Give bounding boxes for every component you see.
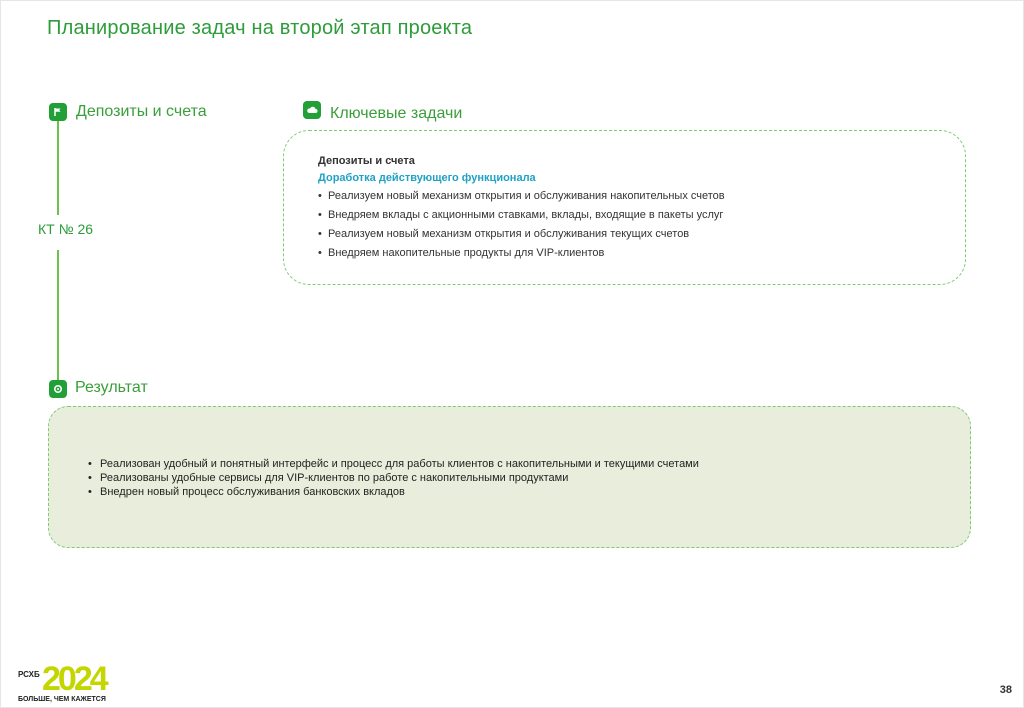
page-number: 38 [999,684,1012,696]
timeline-line-lower [57,250,59,380]
list-item: • Реализуем новый механизм открытия и обслуживания текущих счетов [318,227,725,241]
key-tasks-heading: Депозиты и счета [318,155,415,167]
company-logo [18,660,108,706]
cloud-icon [303,101,321,119]
logo-slogan: БОЛЬШЕ, ЧЕМ КАЖЕТСЯ [18,696,106,703]
flag-icon [49,103,67,121]
list-item: • Внедрен новый процесс обслуживания банковских вкладов [88,485,699,499]
gear-icon [49,380,67,398]
key-tasks-subheading: Доработка действующего функционала [318,172,536,184]
section-label-result: Результат [75,379,148,396]
logo-year-graphic [32,660,110,696]
key-tasks-list [318,189,725,260]
list-item: • Реализованы удобные сервисы для VIP-клиентов по работе с накопительными продуктами [88,471,699,485]
list-item: • Реализуем новый механизм открытия и обслуживания накопительных счетов [318,189,725,203]
list-item: • Реализован удобный и понятный интерфейс и процесс для работы клиентов с накопительными и текущими счетами [88,457,699,471]
key-tasks-content [318,155,725,265]
result-content [88,457,699,499]
list-item: • Внедряем вклады с акционными ставками, вклады, входящие в пакеты услуг [318,208,725,222]
section-label-deposits: Депозиты и счета [76,103,207,120]
logo-year: 2024 [42,660,106,696]
timeline-line-upper [57,119,59,215]
logo-brand: РСХБ [18,670,40,679]
list-item: • Внедряем накопительные продукты для VIP-клиентов [318,246,725,260]
result-list [88,457,699,499]
checkpoint-label: КТ № 26 [38,221,94,237]
page-title: Планирование задач на второй этап проекта [47,17,473,39]
section-label-key-tasks: Ключевые задачи [330,105,463,122]
